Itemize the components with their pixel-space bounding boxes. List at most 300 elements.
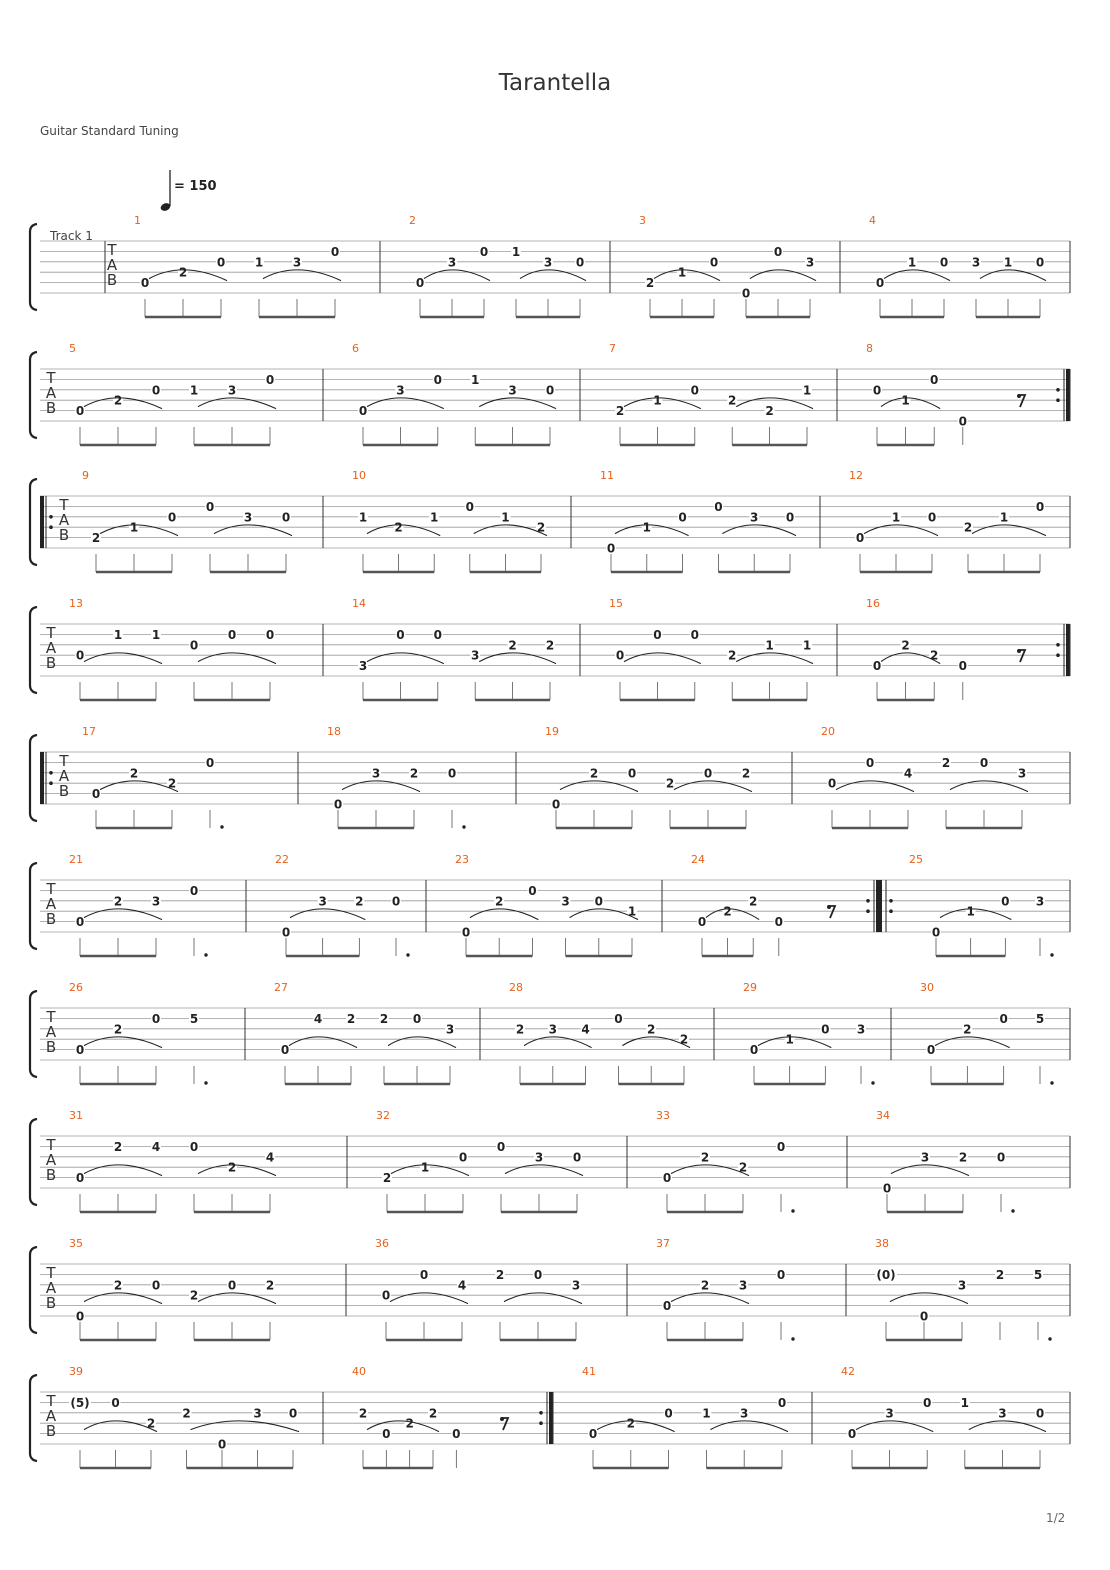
system-bracket: [30, 1375, 37, 1461]
fret-number: 0: [533, 1267, 543, 1282]
fret-number: 0: [714, 499, 723, 514]
slur: [388, 1037, 456, 1048]
measure-number: 8: [866, 342, 873, 355]
fret-number: 1: [511, 244, 521, 259]
slur: [479, 653, 556, 664]
fret-number: 2: [167, 776, 177, 791]
measure-number: 26: [69, 981, 83, 994]
repeat-dot: [539, 1411, 543, 1415]
fret-number: 0: [391, 894, 401, 909]
slur: [710, 1421, 788, 1432]
fret-number: 0: [749, 1043, 759, 1058]
fret-number: 0: [690, 627, 699, 642]
fret-number: 3: [508, 383, 517, 398]
fret-number: 0: [528, 883, 537, 898]
measure-number: 17: [82, 725, 96, 738]
fret-number: 0: [697, 915, 707, 930]
fret-number: 1: [999, 510, 1009, 525]
fret-number: 4: [313, 1011, 323, 1026]
tab-clef-letter: T: [46, 1136, 56, 1154]
fret-number: 0: [615, 648, 625, 663]
fret-number: 2: [728, 648, 737, 663]
fret-number: 0: [662, 1171, 672, 1186]
fret-number: 1: [907, 255, 917, 270]
fret-number: 0: [382, 1427, 391, 1442]
fret-number: 0: [855, 531, 865, 546]
fret-number: 3: [371, 766, 381, 781]
dot: [204, 1081, 207, 1084]
measure-number: 25: [909, 853, 923, 866]
slur: [367, 653, 444, 664]
slur: [935, 1037, 1010, 1048]
slur: [191, 1421, 300, 1432]
measure-number: 27: [274, 981, 288, 994]
fret-number: 0: [1035, 255, 1045, 270]
tab-clef-letter: B: [45, 910, 57, 928]
fret-number: 3: [750, 510, 759, 525]
fret-number: 0: [958, 414, 967, 429]
fret-number: 0: [662, 1299, 672, 1314]
repeat-start-thick-bar: [40, 752, 44, 804]
tab-clef-letter: A: [45, 1023, 57, 1041]
tab-clef-letter: B: [45, 654, 57, 672]
slur: [342, 781, 420, 792]
fret-number: 2: [495, 1267, 505, 1282]
fret-number: 0: [690, 383, 699, 398]
fret-number: 0: [999, 1011, 1008, 1026]
fret-number: 0: [545, 383, 555, 398]
fret-number: 2: [265, 1278, 275, 1293]
fret-number: 2: [679, 1032, 689, 1047]
measure-number: 12: [849, 469, 863, 482]
fret-number: 0: [777, 1395, 787, 1410]
fret-number: 0: [875, 276, 885, 291]
measure-number: 36: [375, 1237, 389, 1250]
fret-number: 2: [901, 638, 910, 653]
fret-number: 0: [958, 659, 967, 674]
slur: [624, 653, 701, 664]
tab-clef-letter: T: [107, 241, 117, 259]
tab-clef-letter: B: [45, 1422, 57, 1440]
fret-number: 1: [802, 638, 812, 653]
dot: [791, 1209, 794, 1212]
slur: [560, 781, 638, 792]
fret-number: (5): [70, 1395, 90, 1410]
fret-number: 0: [358, 404, 368, 419]
fret-number: 2: [765, 404, 774, 419]
fret-number: 3: [243, 510, 253, 525]
fret-number: 0: [216, 255, 226, 270]
tuning-label: Guitar Standard Tuning: [40, 124, 179, 138]
fret-number: 2: [113, 1022, 123, 1037]
slur: [736, 653, 813, 664]
measure-number: 38: [875, 1237, 889, 1250]
measure-number: 37: [656, 1237, 670, 1250]
fret-number: 0: [774, 915, 783, 930]
slur: [198, 653, 276, 664]
fret-number: 2: [749, 894, 758, 909]
measure-number: 39: [69, 1365, 83, 1378]
fret-number: 0: [872, 659, 882, 674]
fret-number: 0: [227, 1278, 237, 1293]
fret-number: 3: [885, 1406, 894, 1421]
dot: [462, 825, 465, 828]
fret-number: 3: [738, 1278, 748, 1293]
fret-number: 0: [923, 1395, 932, 1410]
measure-number: 6: [352, 342, 359, 355]
fret-number: 5: [1035, 1011, 1045, 1026]
fret-number: 0: [773, 244, 783, 259]
fret-number: 1: [702, 1406, 711, 1421]
measure-number: 16: [866, 597, 880, 610]
fret-number: 0: [433, 627, 442, 642]
measure-number: 34: [876, 1109, 890, 1122]
fret-number: 0: [996, 1150, 1006, 1165]
slur: [505, 1165, 583, 1176]
track-label: Track 1: [50, 229, 93, 243]
slur: [671, 1293, 749, 1304]
repeat-end-thick-bar: [549, 1392, 553, 1444]
measure-number: 41: [582, 1365, 596, 1378]
fret-number: 0: [151, 1278, 161, 1293]
slur: [84, 653, 162, 664]
fret-number: 2: [536, 520, 546, 535]
measure-number: 30: [920, 981, 934, 994]
fret-number: 2: [495, 894, 504, 909]
fret-number: 1: [254, 255, 264, 270]
slur: [198, 398, 276, 409]
system-bracket: [30, 1247, 37, 1333]
fret-number: 3: [318, 894, 327, 909]
fret-number: 0: [75, 648, 85, 663]
slur: [367, 398, 444, 409]
fret-number: 4: [151, 1139, 161, 1154]
measure-number: 13: [69, 597, 83, 610]
slur: [950, 781, 1028, 792]
tab-clef-letter: T: [46, 1008, 56, 1026]
fret-number: 2: [355, 894, 364, 909]
fret-number: 2: [113, 1139, 123, 1154]
page-number: 1/2: [1046, 1511, 1066, 1525]
repeat-dot: [866, 899, 870, 903]
fret-number: 1: [627, 904, 637, 919]
eighth-rest: [1017, 649, 1021, 653]
fret-number: 2: [700, 1150, 710, 1165]
fret-number: 2: [515, 1022, 525, 1037]
fret-number: 2: [995, 1267, 1005, 1282]
tab-clef-letter: T: [46, 1392, 56, 1410]
tab-clef-letter: A: [45, 895, 57, 913]
repeat-dot: [889, 909, 893, 913]
measure-number: 5: [69, 342, 76, 355]
eighth-rest: [500, 1417, 504, 1421]
staff-system: [30, 991, 1070, 1085]
fret-number: 1: [1003, 255, 1013, 270]
fret-number: 3: [998, 1406, 1007, 1421]
fret-number: 0: [551, 797, 561, 812]
fret-number: 0: [653, 627, 662, 642]
fret-number: 0: [288, 1406, 298, 1421]
fret-number: 0: [1035, 1406, 1045, 1421]
dot: [204, 953, 207, 956]
measure-number: 28: [509, 981, 523, 994]
dot: [406, 953, 409, 956]
system-bracket: [30, 479, 37, 565]
slur: [891, 1165, 969, 1176]
fret-number: 5: [1033, 1267, 1043, 1282]
fret-number: 2: [129, 766, 139, 781]
fret-number: 1: [802, 383, 812, 398]
system-bracket: [30, 1119, 37, 1205]
fret-number: 3: [534, 1150, 544, 1165]
measure-number: 2: [409, 214, 416, 227]
measure-number: 42: [841, 1365, 855, 1378]
tab-clef-letter: B: [106, 271, 118, 289]
slur: [884, 270, 950, 281]
tab-clef-letter: T: [59, 496, 69, 514]
fret-number: 3: [445, 1022, 455, 1037]
slur: [864, 525, 938, 536]
fret-number: 2: [394, 520, 403, 535]
fret-number: 2: [346, 1011, 356, 1026]
fret-number: 0: [447, 766, 457, 781]
staff-system: [30, 1247, 1070, 1341]
measure-number: 24: [691, 853, 705, 866]
fret-number: 0: [465, 499, 474, 514]
slur: [674, 781, 752, 792]
fret-number: 0: [265, 372, 275, 387]
fret-number: 0: [776, 1139, 786, 1154]
fret-number: 1: [129, 520, 139, 535]
fret-number: 0: [827, 776, 837, 791]
repeat-dot: [49, 771, 53, 775]
fret-number: 0: [75, 915, 85, 930]
tab-clef-letter: T: [46, 624, 56, 642]
measure-number: 3: [639, 214, 646, 227]
slur: [980, 270, 1046, 281]
fret-number: 0: [575, 255, 585, 270]
staff-system: [30, 352, 1070, 445]
fret-number: 0: [882, 1181, 892, 1196]
fret-number: 1: [113, 627, 123, 642]
fret-number: 3: [1017, 766, 1027, 781]
measure-number: 7: [609, 342, 616, 355]
fret-number: 0: [189, 883, 199, 898]
slur: [84, 1037, 162, 1048]
fret-number: 0: [433, 372, 442, 387]
tab-clef-letter: B: [45, 399, 57, 417]
measure-number: 10: [352, 469, 366, 482]
fret-number: 1: [420, 1160, 430, 1175]
fret-number: 0: [1035, 499, 1045, 514]
fret-number: 2: [665, 776, 675, 791]
fret-number: 3: [805, 255, 815, 270]
repeat-start-thick-bar: [40, 496, 44, 548]
measure-number: 11: [600, 469, 614, 482]
tab-clef-letter: B: [45, 1294, 57, 1312]
fret-number: 0: [280, 1043, 290, 1058]
fret-number: 3: [543, 255, 553, 270]
fret-number: 3: [548, 1022, 557, 1037]
fret-number: 0: [741, 286, 751, 301]
fret-number: 1: [151, 627, 161, 642]
system-bracket: [30, 607, 37, 693]
fret-number: 1: [642, 520, 651, 535]
tempo-text: = 150: [174, 179, 217, 194]
dot: [1050, 1081, 1053, 1084]
fret-number: 0: [189, 638, 199, 653]
tab-clef-letter: A: [45, 639, 57, 657]
slur: [84, 909, 162, 920]
measure-number: 15: [609, 597, 623, 610]
fret-number: 0: [415, 276, 425, 291]
fret-number: 0: [75, 1171, 85, 1186]
fret-number: 0: [419, 1267, 429, 1282]
measure-number: 23: [455, 853, 469, 866]
fret-number: 2: [589, 766, 599, 781]
fret-number: 3: [740, 1406, 749, 1421]
fret-number: 0: [189, 1139, 199, 1154]
measure-number: 18: [327, 725, 341, 738]
slur: [390, 1293, 468, 1304]
measure-number: 22: [275, 853, 289, 866]
fret-number: 2: [409, 766, 419, 781]
fret-number: 0: [281, 925, 291, 940]
score-title: Tarantella: [498, 70, 612, 96]
slur: [504, 1293, 582, 1304]
fret-number: 2: [508, 638, 517, 653]
dot: [1048, 1337, 1051, 1340]
repeat-end-thick-bar: [1066, 624, 1070, 676]
fret-number: 2: [113, 894, 123, 909]
slur: [424, 270, 490, 281]
measure-number: 29: [743, 981, 757, 994]
fret-number: 0: [140, 276, 150, 291]
repeat-dot: [49, 525, 53, 529]
slur: [890, 1293, 968, 1304]
eighth-rest: [1017, 394, 1021, 398]
fret-number: 0: [678, 510, 687, 525]
fret-number: 0: [91, 787, 101, 802]
measure-number: 1: [134, 214, 141, 227]
fret-number: 3: [856, 1022, 866, 1037]
measure-number: 40: [352, 1365, 366, 1378]
dot: [220, 825, 223, 828]
fret-number: 3: [227, 383, 237, 398]
fret-number: 0: [75, 1043, 85, 1058]
fret-number: 0: [664, 1406, 673, 1421]
dot: [791, 1337, 794, 1340]
fret-number: 0: [151, 383, 161, 398]
fret-number: 0: [205, 755, 215, 770]
slur: [290, 909, 365, 920]
measure-number: 20: [821, 725, 835, 738]
fret-number: 2: [930, 648, 939, 663]
measure-number: 21: [69, 853, 83, 866]
fret-number: 0: [594, 894, 603, 909]
fret-number: 1: [901, 393, 910, 408]
fret-number: 0: [412, 1011, 422, 1026]
fret-number: 0: [931, 925, 941, 940]
fret-number: 0: [872, 383, 882, 398]
staff-system: [30, 1119, 1070, 1213]
measure-number: 35: [69, 1237, 83, 1250]
fret-number: 2: [941, 755, 951, 770]
fret-number: 0: [979, 755, 989, 770]
slur: [84, 1165, 162, 1176]
tab-clef-letter: T: [46, 880, 56, 898]
dot: [871, 1081, 874, 1084]
measure-number: 33: [656, 1109, 670, 1122]
fret-number: 0: [205, 499, 215, 514]
fret-number: 0: [927, 510, 937, 525]
fret-number: 0: [614, 1011, 623, 1026]
slur: [367, 1421, 439, 1432]
eighth-rest: [827, 905, 831, 909]
slur: [214, 525, 292, 536]
fret-number: 2: [645, 276, 655, 291]
fret-number: 3: [561, 894, 570, 909]
repeat-dot: [889, 899, 893, 903]
measure-number: 4: [869, 214, 876, 227]
system-bracket: [30, 352, 37, 438]
fret-number: 0: [785, 510, 795, 525]
fret-number: 1: [471, 372, 480, 387]
fret-number: 3: [920, 1150, 930, 1165]
fret-number: 0: [217, 1437, 227, 1452]
fret-number: 3: [971, 255, 981, 270]
fret-number: 2: [227, 1160, 237, 1175]
slur: [84, 1293, 162, 1304]
staff-system: [30, 863, 1070, 957]
slur: [969, 1421, 1046, 1432]
system-bracket: [30, 991, 37, 1077]
repeat-dot: [539, 1421, 543, 1425]
fret-number: 4: [903, 766, 913, 781]
fret-number: 1: [430, 510, 439, 525]
fret-number: 0: [281, 510, 291, 525]
tab-clef-letter: A: [45, 1279, 57, 1297]
fret-number: 0: [151, 1011, 161, 1026]
repeat-dot: [866, 909, 870, 913]
fret-number: 0: [709, 255, 719, 270]
fret-number: 0: [479, 244, 489, 259]
fret-number: 2: [182, 1406, 191, 1421]
repeat-dot: [1056, 388, 1060, 392]
fret-number: 1: [677, 265, 687, 280]
fret-number: 1: [358, 510, 368, 525]
fret-number: 2: [700, 1278, 710, 1293]
fret-number: 0: [847, 1427, 857, 1442]
fret-number: 4: [581, 1022, 590, 1037]
fret-number: 0: [703, 766, 713, 781]
repeat-start-thick-bar: [878, 880, 882, 932]
slur: [972, 525, 1046, 536]
repeat-dot: [49, 515, 53, 519]
slur: [722, 525, 796, 536]
tab-clef-letter: A: [58, 767, 70, 785]
staff-system: [30, 735, 1070, 829]
slur: [479, 398, 556, 409]
fret-number: 0: [265, 627, 275, 642]
slur: [750, 270, 816, 281]
dot: [1011, 1209, 1014, 1212]
dot: [1050, 953, 1053, 956]
fret-number: 1: [501, 510, 510, 525]
fret-number: 0: [167, 510, 177, 525]
tab-clef-letter: A: [45, 1151, 57, 1169]
tab-clef-letter: A: [45, 384, 57, 402]
